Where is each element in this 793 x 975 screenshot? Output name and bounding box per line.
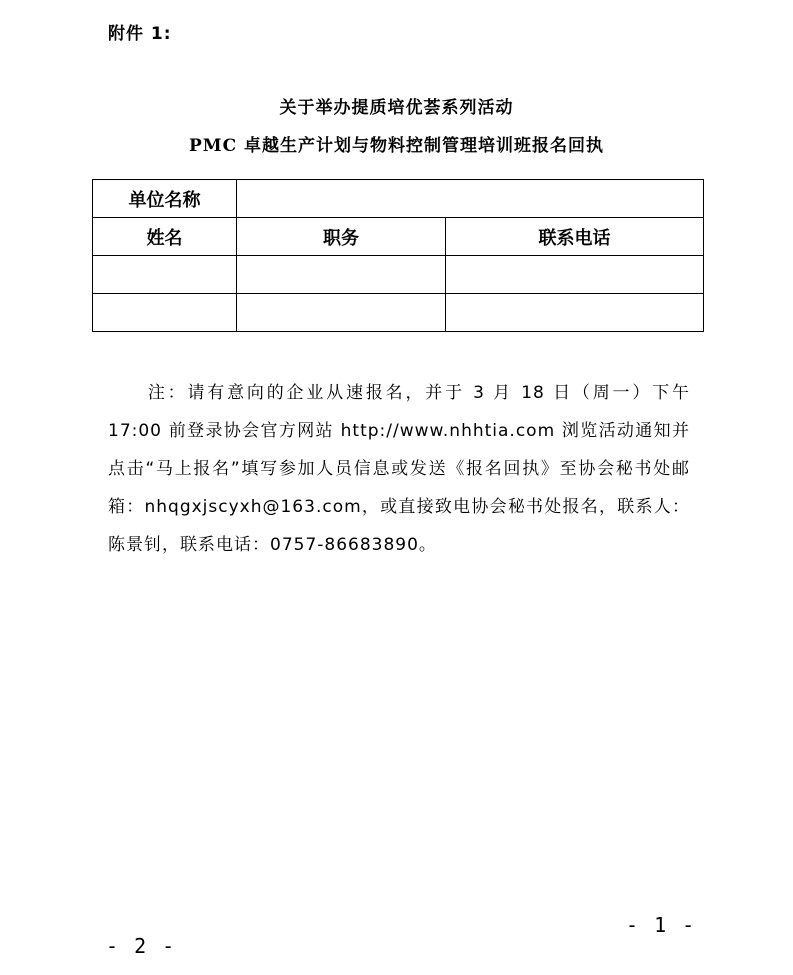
document-title-line2: PMC 卓越生产计划与物料控制管理培训班报名回执 — [188, 136, 605, 156]
page-number-2: - 2 - — [106, 934, 177, 958]
column-header-name: 姓名 — [93, 218, 237, 256]
unit-row — [93, 180, 704, 218]
name-cell[interactable] — [93, 294, 237, 332]
registration-form-table — [92, 179, 704, 332]
name-cell[interactable] — [93, 256, 237, 294]
table-row — [93, 256, 704, 294]
page-number-1: - 1 - — [626, 913, 697, 937]
registration-note-text: 注：请有意向的企业从速报名，并于 3 月 18 日（周一）下午 17:00 前登录协会官方网站 http://www.nhhtia.com 浏览活动通知并点击“马上报名”填写参加人员信息或发送《报名回执》至协会秘书处邮箱：nhqgxjscyxh@163.com，或直接致电协会秘书处报名，联系人：陈景钊，联系电话：0757-86683890。 — [108, 383, 690, 555]
header-row — [93, 218, 704, 256]
registration-note — [108, 374, 690, 564]
position-cell[interactable] — [237, 256, 446, 294]
unit-name-label: 单位名称 — [93, 180, 237, 218]
attachment-label: 附件 1: — [108, 24, 172, 44]
column-header-position: 职务 — [237, 218, 446, 256]
unit-name-field[interactable] — [237, 180, 704, 218]
phone-cell[interactable] — [446, 294, 704, 332]
column-header-phone: 联系电话 — [446, 218, 704, 256]
phone-cell[interactable] — [446, 256, 704, 294]
table-row — [93, 294, 704, 332]
document-title-line1: 关于举办提质培优荟系列活动 — [279, 98, 514, 118]
position-cell[interactable] — [237, 294, 446, 332]
